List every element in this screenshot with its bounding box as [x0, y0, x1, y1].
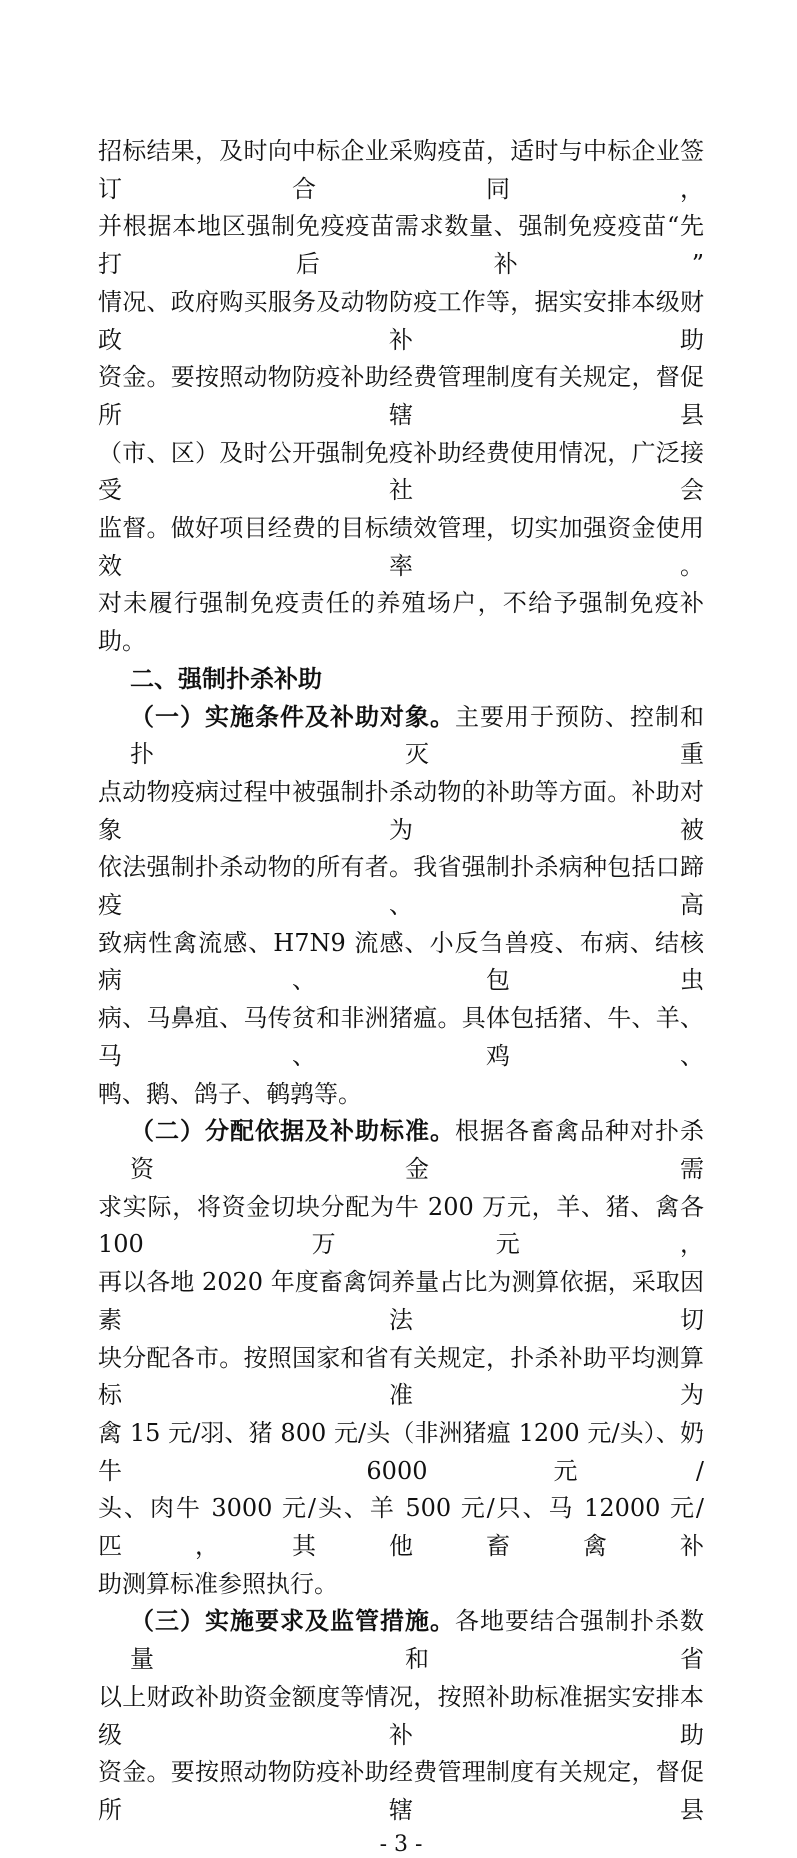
text-line — [98, 1754, 704, 1829]
body-text: 病、马鼻疽、马传贫和非洲猪瘟。具体包括猪、牛、羊、马、鸡、 — [98, 1004, 704, 1070]
text-line — [98, 1189, 704, 1264]
text-line — [98, 1000, 704, 1075]
text-line — [98, 1113, 704, 1188]
page-number: - 3 - — [379, 1831, 423, 1857]
body-text: 块分配各市。按照国家和省有关规定，扑杀补助平均测算标准为 — [98, 1343, 704, 1410]
bold-lead: （一）实施条件及补助对象。 — [130, 702, 455, 731]
text-line — [98, 1415, 704, 1490]
body-text: 再以各地 2020 年度畜禽饲养量占比为测算依据，采取因素法切 — [98, 1268, 704, 1334]
text-line — [98, 585, 704, 660]
text-line — [98, 1076, 704, 1114]
text-line — [98, 774, 704, 849]
body-text: 依法强制扑杀动物的所有者。我省强制扑杀病种包括口蹄疫、高 — [98, 853, 704, 920]
body-text: 头、肉牛 3000 元/头、羊 500 元/只、马 12000 元/匹，其他畜禽补 — [98, 1494, 704, 1561]
body-text: 资金。要按照动物防疫补助经费管理制度有关规定，督促所辖县 — [98, 363, 704, 429]
bold-lead: （二）分配依据及补助标准。 — [130, 1117, 455, 1146]
body-text: 监督。做好项目经费的目标绩效管理，切实加强资金使用效率。 — [98, 514, 704, 580]
body-text: 并根据本地区强制免疫疫苗需求数量、强制免疫疫苗“先打后补” — [98, 212, 704, 279]
section-heading — [98, 661, 704, 699]
body-text: 助测算标准参照执行。 — [98, 1569, 338, 1598]
body-text: 致病性禽流感、H7N9 流感、小反刍兽疫、布病、结核病、包虫 — [98, 928, 704, 995]
body-text: （市、区）及时公开强制免疫补助经费使用情况，广泛接受社会 — [98, 438, 704, 505]
body-text: 以上财政补助资金额度等情况，按照补助标准据实安排本级补助 — [98, 1682, 704, 1749]
text-line — [98, 1340, 704, 1415]
body-text: 鸭、鹅、鸽子、鹌鹑等。 — [98, 1079, 362, 1108]
text-line — [98, 133, 704, 208]
body-text: 情况、政府购买服务及动物防疫工作等，据实安排本级财政补助 — [98, 287, 704, 354]
text-line — [98, 1566, 704, 1604]
text-line — [98, 849, 704, 924]
body-text: 点动物疫病过程中被强制扑杀动物的补助等方面。补助对象为被 — [98, 777, 704, 844]
bold-lead: 二、强制扑杀补助 — [130, 664, 322, 693]
body-text: 主要用于预防、控制和扑灭重 — [130, 702, 704, 769]
body-lines — [98, 133, 704, 1830]
text-line — [98, 208, 704, 283]
document-page — [98, 133, 704, 1858]
body-text: 对未履行强制免疫责任的养殖场户，不给予强制免疫补助。 — [98, 589, 704, 656]
body-text: 求实际，将资金切块分配为牛 200 万元，羊、猪、禽各 100 万元， — [98, 1192, 704, 1259]
text-line — [98, 284, 704, 359]
text-line — [98, 1490, 704, 1565]
bold-lead: （三）实施要求及监管措施。 — [130, 1607, 455, 1636]
text-line — [98, 1679, 704, 1754]
text-line — [98, 1264, 704, 1339]
body-text: 招标结果，及时向中标企业采购疫苗，适时与中标企业签订合同， — [98, 137, 704, 203]
text-line — [98, 359, 704, 434]
body-text: 根据各畜禽品种对扑杀资金需 — [130, 1117, 704, 1183]
body-text: 禽 15 元/羽、猪 800 元/头（非洲猪瘟 1200 元/头）、奶牛 6000 元/ — [98, 1418, 704, 1485]
body-text: 资金。要按照动物防疫补助经费管理制度有关规定，督促所辖县 — [98, 1758, 704, 1824]
text-line — [98, 510, 704, 585]
text-line — [98, 699, 704, 774]
text-line — [98, 435, 704, 510]
body-text: 各地要结合强制扑杀数量和省 — [130, 1607, 704, 1674]
text-line — [98, 1603, 704, 1678]
text-line — [98, 925, 704, 1000]
